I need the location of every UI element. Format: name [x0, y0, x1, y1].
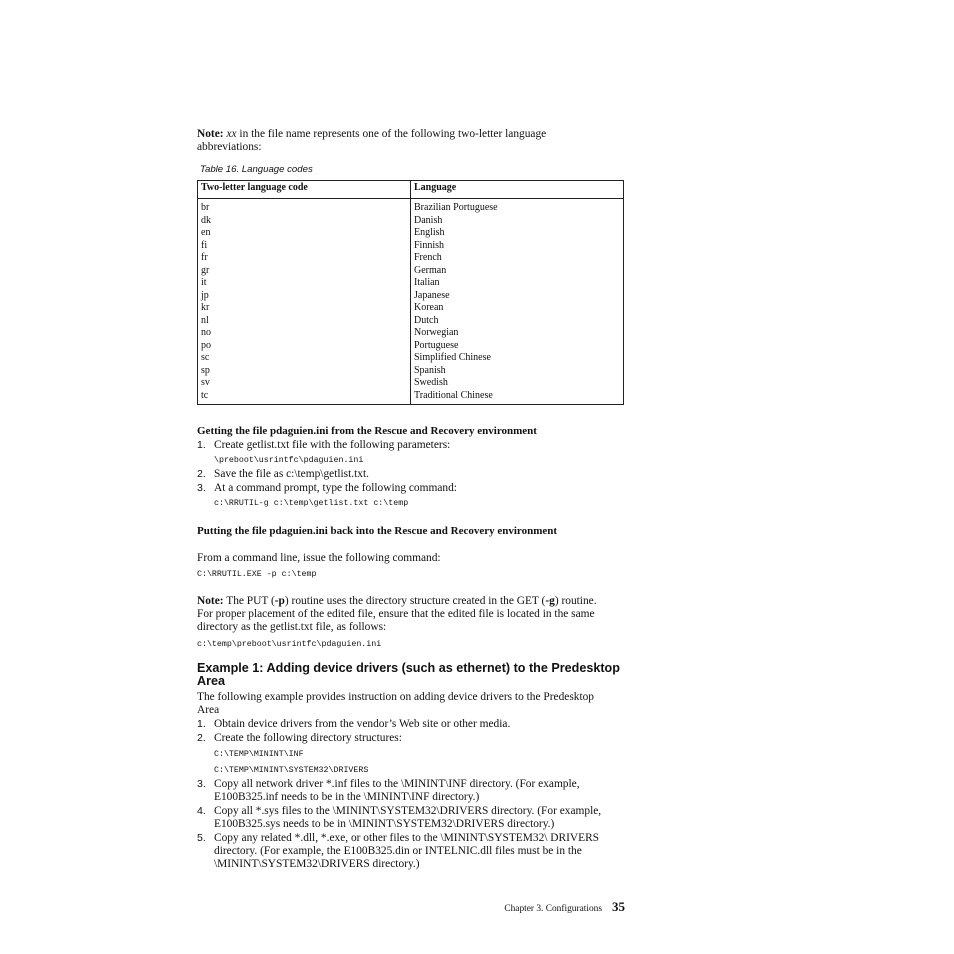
example-intro: The following example provides instruction on adding device drivers to the Predesktop Area	[197, 691, 594, 716]
header-language: Language	[411, 181, 624, 199]
step-number: 2.	[197, 468, 206, 480]
language-codes-table	[197, 180, 624, 405]
putting-heading: Putting the file pdaguien.ini back into the Rescue and Recovery environment	[197, 525, 558, 537]
step-text: Copy any related *.dll, *.exe, or other files to the \MININT\SYSTEM32\ DRIVERS directory. (For example, the E100B325.din or INTELNIC.dll files must be in the \MININT\SYSTEM32\DRIVERS directory.)	[214, 832, 600, 870]
note-label: Note:	[197, 128, 224, 140]
step-number: 4.	[197, 805, 206, 817]
step-number: 5.	[197, 832, 206, 844]
page-footer	[493, 900, 625, 916]
chapter-label: Chapter 3. Configurations	[504, 904, 602, 914]
step-number: 2.	[197, 732, 206, 744]
note-text: ) routine uses the directory structure created in the GET (	[284, 595, 546, 607]
code-line: C:\TEMP\MININT\INF	[214, 750, 304, 759]
code-line: C:\TEMP\MININT\SYSTEM32\DRIVERS	[214, 766, 369, 775]
table-row	[198, 199, 624, 405]
list-item	[197, 778, 627, 804]
example-heading: Example 1: Adding device drivers (such as ethernet) to the Predesktop Area	[197, 661, 620, 688]
step-text: Copy all network driver *.inf files to the \MININT\INF directory. (For example, E100B325.inf needs to be in the \MININT\INF directory.)	[214, 778, 580, 803]
list-item	[197, 732, 627, 776]
put-note	[197, 595, 607, 634]
note-text: The PUT (	[226, 595, 275, 607]
page-number: 35	[612, 899, 625, 914]
list-item	[197, 482, 627, 509]
note-label: Note:	[197, 595, 224, 607]
step-number: 3.	[197, 778, 206, 790]
language-note	[197, 128, 607, 154]
header-code: Two-letter language code	[198, 181, 411, 199]
step-number: 3.	[197, 482, 206, 494]
code-line: C:\RRUTIL.EXE -p c:\temp	[197, 570, 317, 579]
step-text: Save the file as c:\temp\getlist.txt.	[214, 468, 370, 480]
step-text: At a command prompt, type the following command:	[214, 482, 457, 494]
code-line: c:\temp\preboot\usrintfc\pdaguien.ini	[197, 640, 382, 649]
list-item	[197, 718, 627, 731]
note-text: ) routine. For proper placement of the edited file, ensure that the edited file is located in the same directory as the getlist.txt file, as follows:	[197, 595, 597, 633]
note-text: in the file name represents one of the following two-letter language abbreviations:	[197, 128, 547, 153]
list-item	[197, 805, 627, 831]
step-number: 1.	[197, 439, 206, 451]
flag-g: -g	[545, 595, 555, 607]
table-caption: Table 16. Language codes	[200, 164, 313, 175]
note-variable: xx	[226, 128, 237, 140]
step-text: Create getlist.txt file with the following parameters:	[214, 439, 451, 451]
code-line: \preboot\usrintfc\pdaguien.ini	[214, 456, 364, 465]
list-item	[197, 832, 627, 871]
example-steps	[197, 718, 627, 871]
list-item	[197, 439, 627, 466]
code-line: c:\RRUTIL-g c:\temp\getlist.txt c:\temp	[214, 499, 409, 508]
putting-intro: From a command line, issue the following command:	[197, 552, 441, 564]
step-text: Copy all *.sys files to the \MININT\SYSTEM32\DRIVERS directory. (For example, E100B325.sys needs to be in \MININT\SYSTEM32\DRIVERS directory.)	[214, 805, 602, 830]
code-column: br dk en fi fr gr it jp kr nl no po sc sp sv tc	[198, 199, 411, 405]
step-number: 1.	[197, 718, 206, 730]
getting-heading: Getting the file pdaguien.ini from the Rescue and Recovery environment	[197, 425, 537, 437]
flag-p: -p	[274, 595, 285, 607]
step-text: Obtain device drivers from the vendor’s Web site or other media.	[214, 718, 511, 730]
language-column: Brazilian Portuguese Danish English Finnish French German Italian Japanese Korean Dutch Norwegian Portuguese Simplified Chinese Spanish Swedish Traditional Chinese	[411, 199, 624, 405]
step-text: Create the following directory structures:	[214, 732, 402, 744]
list-item	[197, 468, 627, 481]
table-header-row	[198, 181, 624, 199]
getting-steps	[197, 439, 627, 509]
